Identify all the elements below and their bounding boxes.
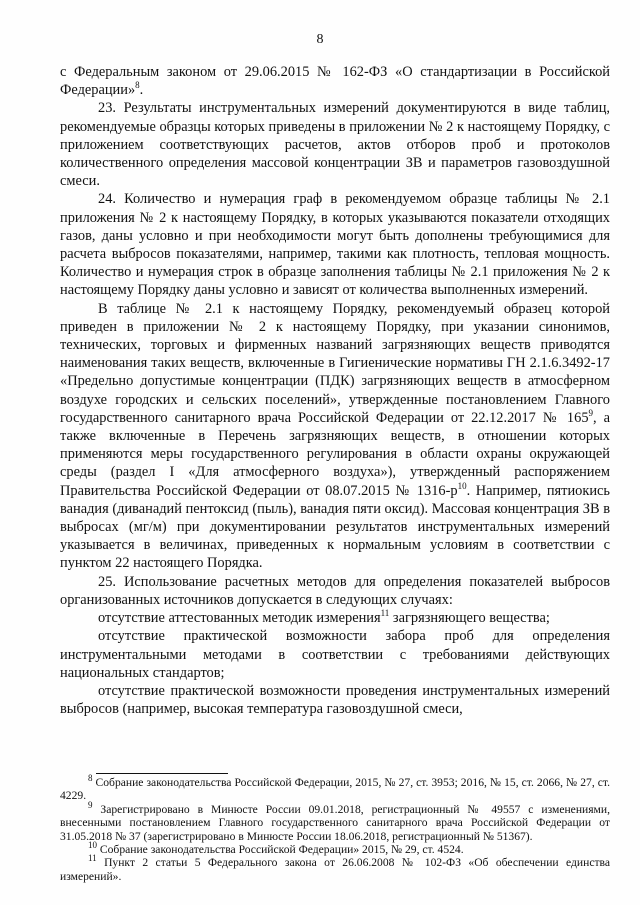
paragraph-text: отсутствие аттестованных методик измерения — [98, 610, 381, 627]
footnote-ref: 9 — [588, 408, 594, 419]
paragraph-text: . Например, пятиокись ванадия (диванадий пентоксид (пыль), ванадия пяти оксид). Массовая концентрация ЗВ в выбросах (мг/м) при документировании результатов инструментальных измерений указывается в величинах, приведенных к нормальным условиям в соответствии с пунктом 22 настоящего Порядка. — [60, 482, 610, 572]
footnote-divider — [96, 773, 228, 774]
footnote-11 — [60, 853, 610, 883]
footnote-number: 11 — [88, 853, 97, 864]
list-item: отсутствие практической возможности забора проб для определения инструментальными методами в соответствии с требованиями действующих национальных стандартов; — [60, 628, 610, 681]
paragraph-text: В таблице № 2.1 к настоящему Порядку, рекомендуемый образец которой приведен в приложении № 2 к настоящему Порядку, при указании синонимов, технических, торговых и фирменных названий загрязняющих веществ приводятся наименования таких веществ, включенные в Гигиенические нормативы ГН 2.1.6.3492-17 «Предельно допустимые концентрации (ПДК) загрязняющих веществ в атмосферном воздухе городских и сельских поселений», утвержденные постановлением Главного государственного санитарного врача Российской Федерации от 22.12.2017 № 165 — [60, 300, 610, 426]
footnote-ref: 8 — [135, 80, 140, 91]
list-item: отсутствие практической возможности проведения инструментальных измерений выбросов (например, высокая температура газовоздушной смеси, — [60, 682, 610, 718]
paragraph-text: загрязняющего вещества; — [389, 610, 550, 627]
footnote-number: 8 — [88, 773, 93, 784]
footnote-text: Собрание законодательства Российской Федерации» 2015, № 29, ст. 4524. — [97, 843, 464, 857]
footnote-number: 9 — [88, 799, 93, 810]
paragraph-text: с Федеральным законом от 29.06.2015 № 162-ФЗ «О стандартизации в Российской Федерации» — [60, 64, 610, 99]
paragraph-24: 24. Количество и нумерация граф в рекомендуемом образце таблицы № 2.1 приложения № 2 к настоящему Порядку, в которых указываются показатели отходящих газов, даны условно и при необходимости могут быть дополнены требующимися для расчета выбросов показателями, например, такими как плотность, тепловая мощность. Количество и нумерация строк в образце заполнения таблицы № 2.1 приложения № 2 к настоящему Порядку даны условно и зависят от количества выполненных измерений. — [60, 191, 610, 299]
footnote-9 — [60, 799, 610, 843]
paragraph-1 — [60, 63, 610, 99]
footnote-ref: 10 — [457, 480, 467, 491]
paragraph-text: . — [139, 82, 144, 99]
body-text — [60, 63, 610, 718]
footnote-number: 10 — [88, 840, 97, 851]
paragraph-23: 23. Результаты инструментальных измерений документируются в виде таблиц, рекомендуемые образцы которых приведены в приложении № 2 к настоящему Порядку, с приложением соответствующих расчетов, актов отборов проб и протоколов количественного определения массовой концентрации ЗВ и параметров газовоздушной смеси. — [60, 100, 610, 190]
paragraph-table-2-1 — [60, 300, 610, 573]
footnote-ref: 11 — [380, 608, 390, 619]
footnote-8 — [60, 773, 610, 803]
footnote-10 — [60, 840, 610, 857]
list-item — [60, 609, 610, 627]
footnotes — [60, 773, 610, 883]
footnote-text: Зарегистрировано в Минюсте России 09.01.2018, регистрационный № 49557 с изменениями, внесенными постановлением Главного государственного санитарного врача Российской Федерации от 31.05.2018 № 37 (зарегистрировано в Минюсте России 18.06.2018, регистрационный № 51367). — [60, 802, 610, 843]
paragraph-text: , а также включенные в Перечень загрязняющих веществ, в отношении которых применяются меры государственного регулирования в области охраны окружающей среды (раздел I «Для атмосферного воздуха»), утвержденный распоряжением Правительства Российской Федерации от 08.07.2015 № 1316-р — [60, 409, 610, 499]
footnote-text: Собрание законодательства Российской Федерации, 2015, № 27, ст. 3953; 2016, № 15, ст. 2066, № 27, ст. 4229. — [60, 776, 610, 803]
footnote-text: Пункт 2 статьи 5 Федерального закона от 26.06.2008 № 102-ФЗ «Об обеспечении единства измерений». — [60, 856, 610, 883]
paragraph-25: 25. Использование расчетных методов для определения показателей выбросов организованных источников допускается в следующих случаях: — [60, 573, 610, 608]
page-number: 8 — [316, 32, 324, 47]
